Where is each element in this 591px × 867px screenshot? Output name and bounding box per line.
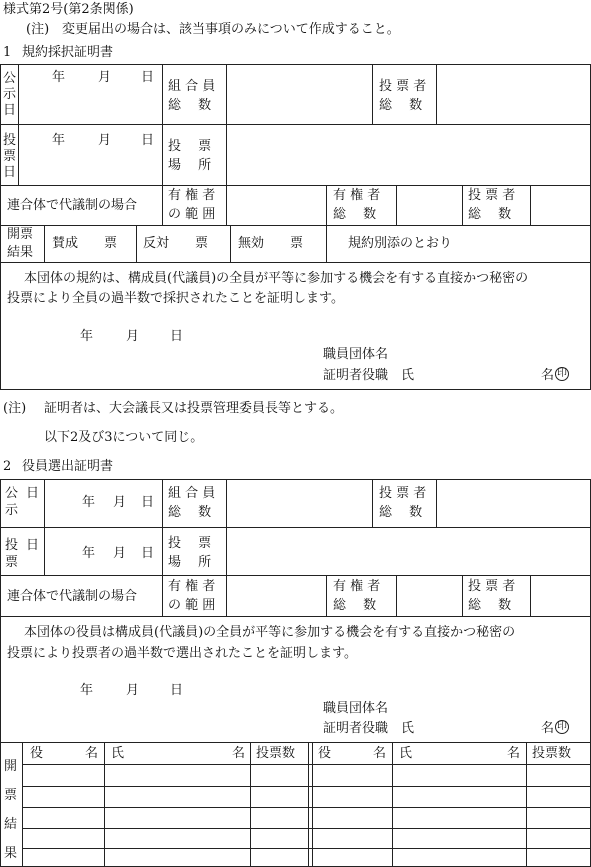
certifier-label: 証明者役職 氏 [323,721,415,736]
yukensha-label: の 範 囲 [168,207,216,222]
col-votes-label: 投票数 [256,746,296,761]
rengo-label: 連合体で代議制の場合 [7,198,138,213]
s1-col [396,185,397,225]
s1-col [326,225,327,262]
s2-col [250,742,251,867]
result-char: 結 [4,817,18,832]
tohyosha-label: 総 数 [379,505,423,520]
kumiai-label: 組 合 員 [168,486,216,501]
koji-char: 公 [5,486,19,501]
section1-title: 規約採択証明書 [22,45,114,60]
basho-label: 場 所 [168,158,212,173]
s2-col [462,575,463,616]
s2-rule [0,527,591,528]
koji-day: 日 [141,70,155,85]
cert-text: 本団体の役員は構成員(代議員)の全員が平等に参加する機会を有する直接かつ秘密の [24,625,516,640]
s2-col [104,742,105,867]
kaihyo-label: 開票 [7,227,34,242]
s1-col [44,225,45,262]
seal-icon: 印 [557,721,567,732]
s2-rule [0,742,591,743]
rengo-label: 連合体で代議制の場合 [7,589,138,604]
result-char: 票 [4,788,18,803]
col-mei2-label: 名 [232,746,246,761]
koji-year: 年 [52,70,66,85]
s1-col [226,185,227,225]
cert-text: 投票により投票者の過半数で選出されたことを証明します。 [7,646,357,661]
s1-col [162,185,163,225]
s2-col [436,479,437,527]
koji-char: 日 [3,103,17,118]
org-name-label: 職員団体名 [323,347,389,362]
s2-col [226,479,227,575]
s1-col [436,64,437,125]
cert-month: 月 [126,329,140,344]
koji-char: 公 [3,71,17,86]
s2-col [326,575,327,616]
note1-label: (注) [26,22,50,37]
tohyo-char: 日 [26,538,40,553]
result-char: 開 [4,759,18,774]
hantai-label: 反対 票 [143,236,209,251]
s1-col [530,185,531,225]
s2-rule [22,828,591,829]
result-char: 果 [4,846,18,861]
yukensha-total-label: 総 数 [333,207,377,222]
tohyosha-label: 投 票 者 [379,486,427,501]
cert-year: 年 [80,329,94,344]
tohyosha-total-label: 総 数 [468,598,512,613]
col-votes-label: 投票数 [532,746,572,761]
col-yaku-label: 役 [318,746,332,761]
s2-col [162,479,163,575]
kumiai-label: 組 合 員 [168,79,216,94]
yukensha-total-label: 有 権 者 [333,579,381,594]
s2-rule [0,575,591,576]
section2-title: 役員選出証明書 [22,459,114,474]
form-title: 様式第2号(第2条関係) [3,2,134,17]
yukensha-total-label: 有 権 者 [333,188,381,203]
col-mei2-label: 名 [507,746,521,761]
cert-text: 本団体の規約は、構成員(代議員)の全員が平等に参加する機会を有する直接かつ秘密の [24,271,529,286]
tohyo-day: 日 [141,546,155,561]
tohyosha-label: 投 票 者 [379,79,427,94]
section2-table [0,479,591,867]
s2-col [308,742,309,867]
col-yaku-label: 役 [30,746,44,761]
cert-year: 年 [80,683,94,698]
s2-col [372,479,373,527]
tohyosha-total-label: 投 票 者 [468,188,516,203]
betten-label: 規約別添のとおり [348,236,453,251]
koji-char: 示 [5,503,19,518]
s2-col [530,575,531,616]
s1-col [462,185,463,225]
s2-rule [22,764,591,765]
basho-label: 投 票 [168,536,212,551]
tohyo-year: 年 [52,133,66,148]
seal-icon: 印 [557,368,567,379]
tohyo-char: 日 [3,165,17,180]
s2-col [22,742,23,867]
koji-month: 月 [113,495,127,510]
kaihyo-label: 結果 [7,245,34,260]
s2-rule [0,616,591,617]
s1-col [326,185,327,225]
tohyo-char: 投 [5,538,19,553]
yukensha-label: の 範 囲 [168,598,216,613]
cert-day: 日 [170,683,184,698]
s1-col [162,64,163,185]
s2-col [162,575,163,616]
koji-day: 日 [141,495,155,510]
koji-month: 月 [98,70,112,85]
s1-col [226,64,227,185]
koji-char: 示 [3,87,17,102]
section1-number: 1 [3,45,12,60]
basho-label: 投 票 [168,139,212,154]
s2-col [396,575,397,616]
s2-rule [22,786,591,787]
s1-rule [0,124,591,125]
certifier-label: 証明者役職 氏 [323,368,415,383]
s1-col [136,225,137,262]
basho-label: 場 所 [168,555,212,570]
tohyo-char: 票 [5,555,19,570]
s1-rule [0,185,591,186]
section2-number: 2 [3,459,12,474]
koji-year: 年 [82,495,96,510]
s2-rule [22,807,591,808]
tohyosha-label: 総 数 [379,98,423,113]
tohyo-char: 投 [3,133,17,148]
s1-col [372,64,373,125]
cert-text: 投票により全員の過半数で採択されたことを証明します。 [7,291,344,306]
tohyo-month: 月 [113,546,127,561]
note2-line: 以下2及び3について同じ。 [44,430,204,445]
col-shi-label: 氏 [111,746,125,761]
note2-line: 証明者は、大会議長又は投票管理委員長等とする。 [44,401,344,416]
yukensha-total-label: 総 数 [333,598,377,613]
cert-day: 日 [170,329,184,344]
name-label: 名 [541,721,555,736]
mukou-label: 無効 票 [238,236,304,251]
kumiai-label: 総 数 [168,98,212,113]
tohyo-char: 票 [3,149,17,164]
tohyosha-total-label: 総 数 [468,207,512,222]
tohyo-year: 年 [82,546,96,561]
yukensha-label: 有 権 者 [168,579,216,594]
s2-rule [22,848,591,849]
s2-col [312,742,313,867]
col-mei-label: 名 [85,746,99,761]
yukensha-label: 有 権 者 [168,188,216,203]
s1-rule [0,262,591,263]
tohyo-month: 月 [98,133,112,148]
s1-rule [0,225,591,226]
s1-col [230,225,231,262]
s2-col [392,742,393,867]
s2-col [226,575,227,616]
s1-col [18,64,19,185]
name-label: 名 [541,368,555,383]
koji-char: 日 [26,486,40,501]
col-mei-label: 名 [373,746,387,761]
tohyosha-total-label: 投 票 者 [468,579,516,594]
cert-month: 月 [126,683,140,698]
s2-col [526,742,527,867]
note1-text: 変更届出の場合は、該当事項のみについて作成すること。 [62,22,400,37]
sansei-label: 賛成 票 [52,236,118,251]
note2-label: (注) [3,401,27,416]
kumiai-label: 総 数 [168,505,212,520]
col-shi-label: 氏 [399,746,413,761]
s2-col [44,479,45,575]
tohyo-day: 日 [141,133,155,148]
org-name-label: 職員団体名 [323,701,389,716]
